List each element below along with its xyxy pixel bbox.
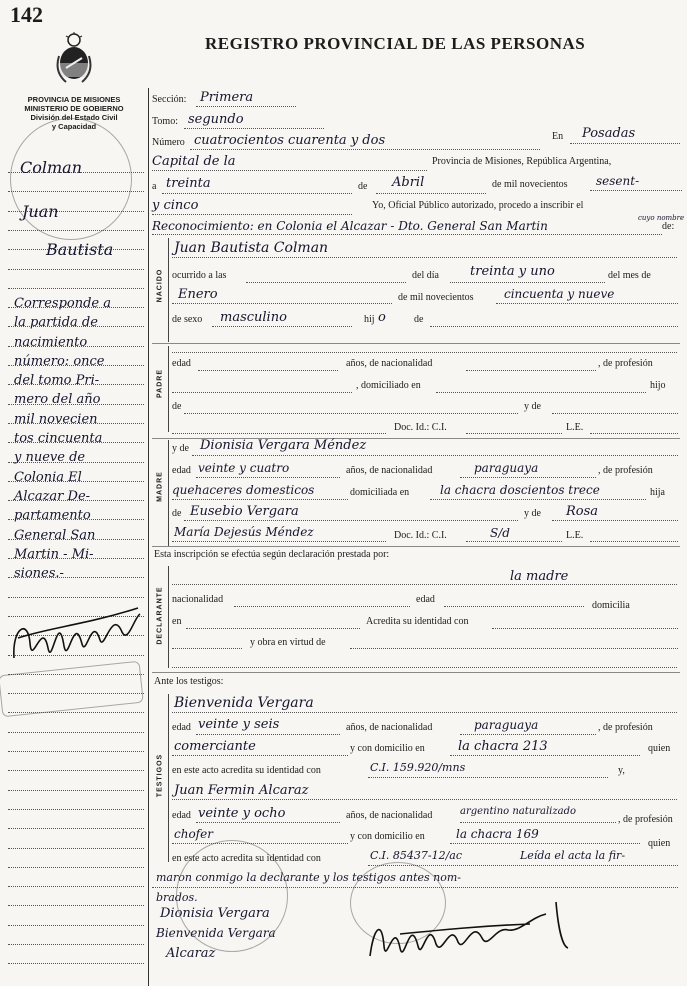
tomo-label: Tomo: — [152, 116, 178, 127]
official-stamp — [10, 118, 132, 240]
testigo1-profesion-label: , de profesión — [598, 722, 653, 733]
madre-label: MADRE — [156, 471, 164, 502]
official-stamp — [176, 840, 288, 952]
dia-label: del día — [412, 270, 439, 281]
margin-rule — [8, 191, 144, 192]
margin-note-line: Alcazar De- — [14, 488, 91, 504]
cierre-line3: brados. — [156, 891, 198, 904]
margin-rule — [8, 925, 144, 926]
margin-rule — [8, 693, 144, 694]
madre-edad-label: edad — [172, 465, 191, 476]
nacido-dia: treinta y uno — [470, 264, 555, 279]
testigo2-prof: chofer — [174, 827, 213, 841]
coat-of-arms-icon — [56, 32, 92, 84]
padre-de-label: de — [172, 401, 182, 412]
testigo1-nac: paraguaya — [474, 718, 539, 732]
seccion-value: Primera — [200, 90, 254, 105]
cierre-line2: maron conmigo la declarante y los testigos antes nom- — [156, 871, 461, 884]
margin-rule — [8, 230, 144, 231]
testigo1-dom: la chacra 213 — [458, 739, 548, 754]
margin-rule — [8, 963, 144, 964]
margin-rule — [8, 905, 144, 906]
testigo1-acredita-label: en este acto acredita su identidad con — [172, 765, 321, 776]
issuer-line: MINISTERIO DE GOBIERNO — [24, 104, 124, 113]
declarante-edad-label: edad — [416, 594, 435, 605]
sexo-label: de sexo — [172, 314, 203, 325]
padre-profesion-label: , de profesión — [598, 358, 653, 369]
cierre-line1: Leída el acta la fir- — [520, 849, 626, 862]
margin-rule — [8, 751, 144, 752]
mil-label: de mil novecientos — [398, 292, 474, 303]
margin-note-line: siones.- — [14, 566, 64, 582]
madre-madre-nombre: Rosa — [566, 504, 599, 519]
numero-value: cuatrocientos cuarenta y dos — [194, 133, 386, 148]
margin-rule — [8, 712, 144, 713]
madre-padre-nombre: Eusebio Vergara — [190, 504, 299, 519]
testigo2-domicilio-label: y con domicilio en — [350, 831, 425, 842]
margin-rule — [8, 790, 144, 791]
dia-value: treinta — [166, 176, 211, 191]
madre-le-label: L.E. — [566, 530, 584, 541]
margin-note-line: Corresponde a — [14, 296, 111, 311]
margin-rule — [8, 848, 144, 849]
madre-de-label: de — [172, 508, 182, 519]
testigo1-edad-label: edad — [172, 722, 191, 733]
madre-profesion-label: , de profesión — [598, 465, 653, 476]
page-number: 142 — [10, 2, 43, 27]
margin-note-line: Colonia El — [14, 469, 82, 485]
margin-note-line: nacimiento — [14, 334, 88, 350]
testigo1-anios-label: años, de nacionalidad — [346, 722, 433, 733]
document-title: REGISTRO PROVINCIAL DE LAS PERSONAS — [205, 34, 586, 53]
margin-note-line: tos cincuenta — [14, 431, 103, 447]
declarante-obra-label: y obra en virtud de — [250, 637, 326, 648]
anio-value: sesent- — [596, 174, 640, 188]
madre-yde2-label: y de — [524, 508, 541, 519]
tomo-value: segundo — [188, 112, 244, 127]
margin-note-line: número: once — [14, 353, 105, 369]
testigos-text: Ante los testigos: — [154, 676, 224, 687]
ocurrido-label: ocurrido a las — [172, 270, 227, 281]
mes-label: del mes de — [608, 270, 651, 281]
testigo2-nombre: Juan Fermin Alcaraz — [174, 783, 309, 798]
mes-value: Abril — [392, 175, 425, 190]
a-label: a — [152, 181, 157, 192]
issuer-line: y Capacidad — [51, 122, 97, 131]
margin-rule — [8, 770, 144, 771]
testigo2-dom: la chacra 169 — [456, 827, 539, 841]
reconocimiento-value: Reconocimiento: en Colonia el Alcazar - Dto. General San Martin — [152, 219, 548, 233]
padre-yde-label: y de — [524, 401, 541, 412]
madre-domicilio-label: domiciliada en — [350, 487, 410, 498]
mil-text: de mil novecientos — [492, 179, 568, 190]
madre-nombre: Dionisia Vergara Méndez — [200, 438, 367, 453]
padre-doc-label: Doc. Id.: C.I. — [394, 422, 447, 433]
testigo2-doc: C.I. 85437-12/ac — [370, 849, 462, 862]
margin-note-line: y nueve de — [14, 450, 86, 466]
margin-note — [14, 294, 148, 583]
margin-note-line: la partida de — [14, 315, 98, 331]
margin-signature — [8, 588, 148, 678]
declarante-label: DECLARANTE — [156, 586, 164, 645]
madre-yde-label: y de — [172, 443, 189, 454]
padre-le-label: L.E. — [566, 422, 584, 433]
testigo1-prof: comerciante — [174, 739, 256, 754]
oficial-text: Yo, Oficial Público autorizado, procedo a inscribir el — [372, 200, 584, 211]
hijo-suffix: o — [378, 310, 386, 325]
oficial-signature — [360, 896, 600, 976]
de-label: de — [358, 181, 368, 192]
declarante-nombre: la madre — [510, 569, 569, 584]
anio-value-cont: y cinco — [152, 198, 199, 213]
testigo2-anios-label: años, de nacionalidad — [346, 810, 433, 821]
seccion-label: Sección: — [152, 94, 187, 105]
nacido-anio: cincuenta y nueve — [504, 287, 615, 301]
testigos-label: TESTIGOS — [156, 753, 164, 798]
testigo1-quien-label: quien — [648, 743, 671, 754]
declarante-dom-label: domicilia — [592, 600, 630, 611]
margin-note-line: General San — [14, 527, 96, 543]
testigo2-profesion-label: , de profesión — [618, 814, 673, 825]
signature-testigo1: Bienvenida Vergara — [156, 926, 276, 940]
margin-note-line: Martin - Mi- — [14, 546, 94, 562]
margin-rule — [8, 809, 144, 810]
testigo2-edad-label: edad — [172, 810, 191, 821]
padre-edad-label: edad — [172, 358, 191, 369]
signature-testigo2: Alcaraz — [166, 946, 216, 961]
testigo1-doc: C.I. 159.920/mns — [370, 761, 466, 774]
numero-label: Número — [152, 137, 185, 148]
testigo1-domicilio-label: y con domicilio en — [350, 743, 425, 754]
margin-surname: Colman — [20, 158, 83, 177]
madre-anios-label: años, de nacionalidad — [346, 465, 433, 476]
madre-madre-nombre-cont: María Dejesús Méndez — [174, 525, 314, 539]
margin-rule — [8, 867, 144, 868]
hijo-de-label: de — [414, 314, 424, 325]
madre-profesion: quehaceres domesticos — [172, 483, 315, 497]
madre-domicilio: la chacra doscientos trece — [440, 483, 600, 497]
margin-given-name: Bautista — [46, 240, 114, 259]
madre-edad: veinte y cuatro — [198, 461, 290, 475]
provincia-text: Provincia de Misiones, República Argentina, — [432, 156, 612, 167]
capital-value: Capital de la — [152, 154, 236, 169]
nacido-nombre: Juan Bautista Colman — [174, 240, 329, 256]
margin-rule — [8, 288, 144, 289]
declarante-acredita-label: Acredita su identidad con — [366, 616, 469, 627]
madre-nacionalidad: paraguaya — [474, 461, 539, 475]
margin-note-line: partamento — [14, 508, 91, 524]
madre-hija-label: hija — [650, 487, 665, 498]
testigo2-quien-label: quien — [648, 838, 671, 849]
padre-hijo-label: hijo — [650, 380, 666, 391]
sexo-value: masculino — [220, 310, 287, 325]
declarante-en-label: en — [172, 616, 182, 627]
testigo1-y-label: y, — [618, 765, 625, 776]
margin-given-name: Juan — [22, 202, 59, 221]
margin-rule — [8, 944, 144, 945]
declarante-nac-label: nacionalidad — [172, 594, 224, 605]
en-label: En — [552, 131, 564, 142]
madre-doc-label: Doc. Id.: C.I. — [394, 530, 447, 541]
en-value: Posadas — [582, 126, 636, 141]
testigo1-nombre: Bienvenida Vergara — [174, 695, 314, 711]
signature-declarante: Dionisia Vergara — [160, 906, 270, 921]
margin-note-line: del tomo Pri- — [14, 373, 100, 389]
nacido-mes: Enero — [178, 287, 218, 302]
declaracion-text: Esta inscripción se efectúa según declaración prestada por: — [154, 549, 390, 560]
padre-anios-label: años, de nacionalidad — [346, 358, 433, 369]
margin-rule — [8, 886, 144, 887]
reconocimiento-note: cuyo nombre — [638, 214, 685, 222]
margin-note-line: mero del año — [14, 392, 101, 408]
de-colon-label: de: — [662, 221, 675, 232]
testigo1-edad: veinte y seis — [198, 717, 280, 732]
hijo-label: hij — [364, 314, 375, 325]
issuer-line: PROVINCIA DE MISIONES — [27, 95, 121, 104]
margin-note-line: mil novecien — [14, 411, 98, 427]
nacido-label: NACIDO — [156, 268, 164, 303]
issuer-line: División del Estado Civil — [30, 113, 118, 122]
column-divider — [148, 88, 149, 986]
padre-label: PADRE — [156, 369, 164, 398]
margin-rule — [8, 828, 144, 829]
madre-doc: S/d — [490, 526, 510, 540]
margin-rule — [8, 732, 144, 733]
padre-domicilio-label: , domiciliado en — [356, 380, 421, 391]
testigo2-acredita-label: en este acto acredita su identidad con — [172, 853, 321, 864]
testigo2-edad: veinte y ocho — [198, 806, 286, 821]
testigo2-nac: argentino naturalizado — [460, 806, 577, 817]
margin-rule — [8, 269, 144, 270]
